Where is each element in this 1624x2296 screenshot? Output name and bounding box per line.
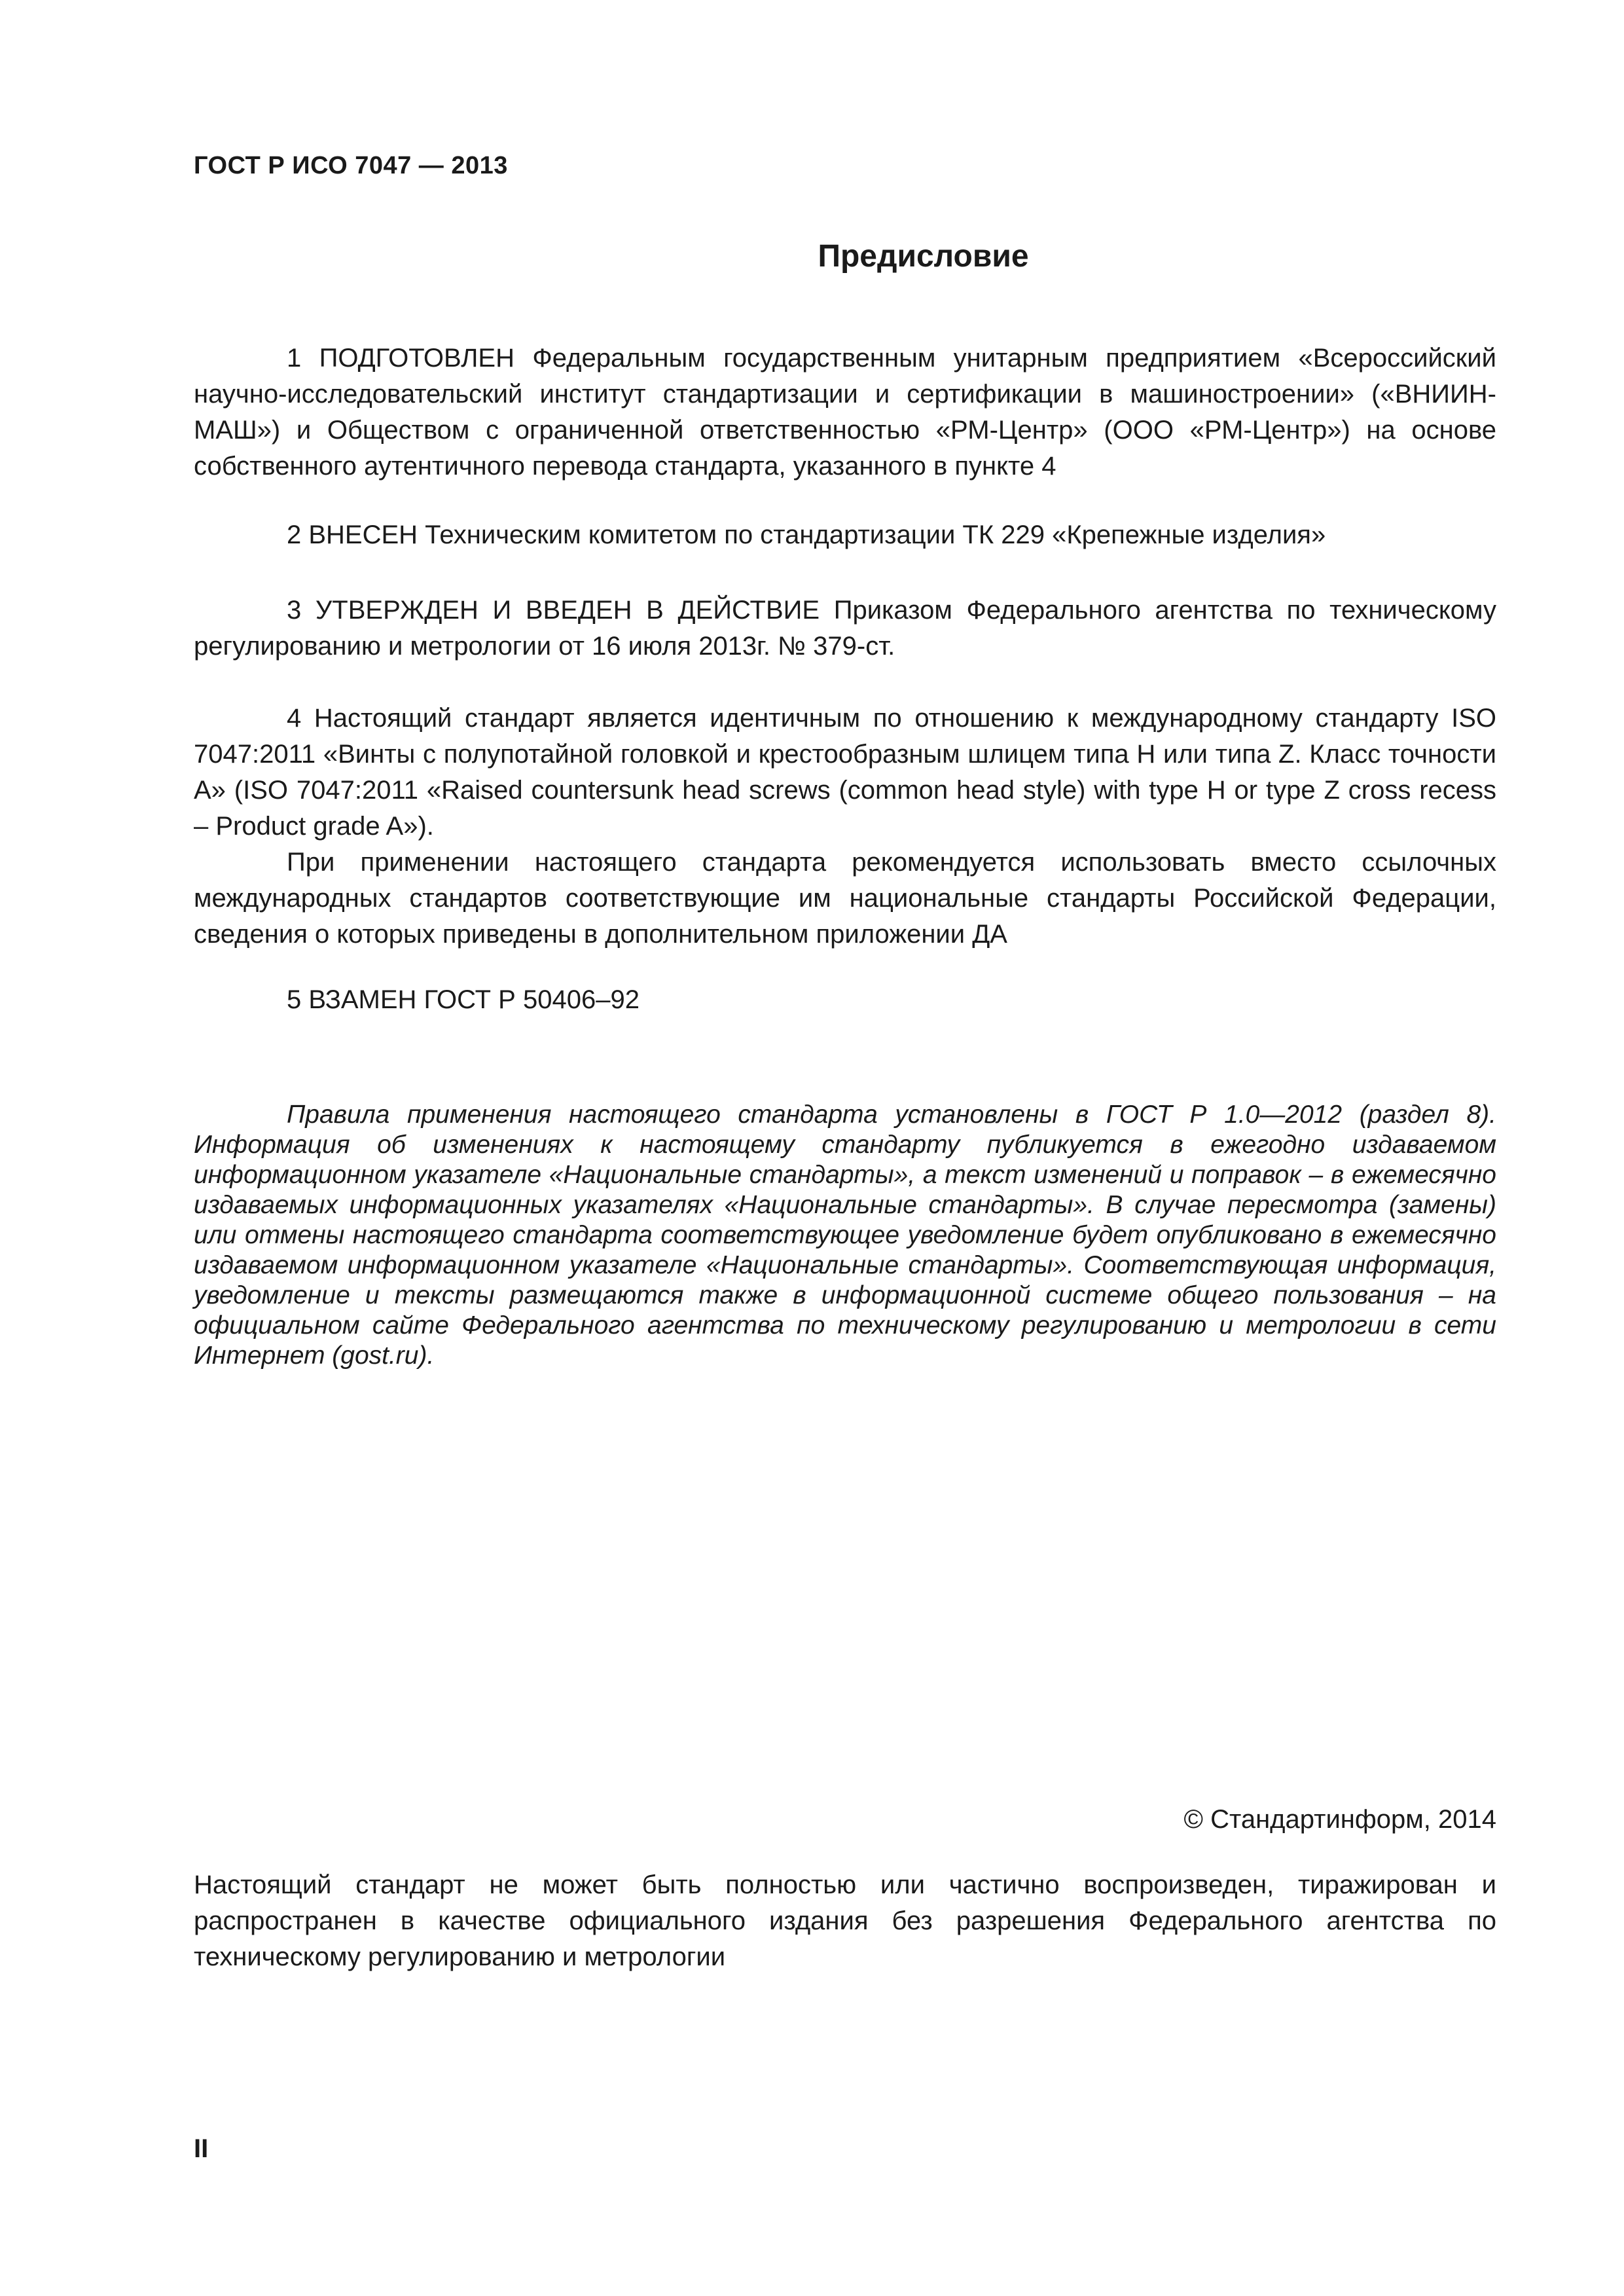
page-title: Предисловие xyxy=(818,239,1029,274)
foreword-item-4-text: 4 Настоящий стандарт является идентичным по отношению к международному стандарту ISO 7047:2011 «Винты с полупотайной головкой и крестообразным шлицем типа Н или типа Z. Класс точности А» (ISO 7047:2011 «Raised countersunk head screws (common head style) with type H or type Z cross recess – Product grade A»). xyxy=(194,704,1496,841)
foreword-item-5-text: 5 ВЗАМЕН ГОСТ Р 50406–92 xyxy=(287,985,640,1014)
application-rules-notice-text: Правила применения настоящего стандарта установлены в ГОСТ Р 1.0—2012 (раздел 8). Информация об изменениях к настоящему стандарту публикуется в ежегодно издаваемом информационном указателе «Национальные стандарты», а текст изменений и поправок – в ежемесячно издаваемых информационных указателях «Национальные стандарты». В случае пересмотра (замены) или отмены настоящего стандарта соответствующее уведомление будет опубликовано в ежемесячно издаваемом информационном указателе «Национальные стандарты». Соответствующая информация, уведомление и тексты размещаются также в информационной системе общего пользования – на официальном сайте Федерального агентства по техническому регулированию и метрологии в сети Интернет (gost.ru). xyxy=(194,1101,1496,1370)
reproduction-notice: Настоящий стандарт не может быть полностью или частично воспроизведен, тиражирован и распространен в качестве официального издания без разрешения Федерального агентства по техническому регулированию и метрологии xyxy=(194,1870,1496,1971)
foreword-item-2-text: 2 ВНЕСЕН Техническим комитетом по стандартизации ТК 229 «Крепежные изделия» xyxy=(287,520,1326,549)
foreword-item-3-text: 3 УТВЕРЖДЕН И ВВЕДЕН В ДЕЙСТВИЕ Приказом Федерального агентства по техническому регулированию и метрологии от 16 июля 2013г. № 379-ст. xyxy=(194,596,1496,661)
foreword-item-3 xyxy=(194,592,1496,665)
foreword-item-4 xyxy=(194,701,1496,845)
application-rules-notice xyxy=(194,1100,1496,1371)
foreword-item-4-note-text: При применении настоящего стандарта рекомендуется использовать вместо ссылочных международных стандартов соответствующие им национальные стандарты Российской Федерации, сведения о которых приведены в дополнительном приложении ДА xyxy=(194,848,1496,949)
document-code-header: ГОСТ Р ИСО 7047 — 2013 xyxy=(194,152,508,179)
foreword-item-1-text: 1 ПОДГОТОВЛЕН Федеральным государственным унитарным предприятием «Всероссийский научно-исследовательский институт стандартизации и сертификации в машиностроении» («ВНИИН-МАШ») и Обществом с ограниченной ответственностью «РМ-Центр» (ООО «РМ-Центр») на основе собственного аутентичного перевода стандарта, указанного в пункте 4 xyxy=(194,344,1496,481)
foreword-item-1 xyxy=(194,340,1496,484)
foreword-item-4-note xyxy=(194,845,1496,953)
foreword-item-2 xyxy=(194,517,1496,553)
page-number: II xyxy=(194,2134,209,2163)
foreword-item-5 xyxy=(194,982,1496,1018)
copyright-line: © Стандартинформ, 2014 xyxy=(1183,1805,1496,1834)
